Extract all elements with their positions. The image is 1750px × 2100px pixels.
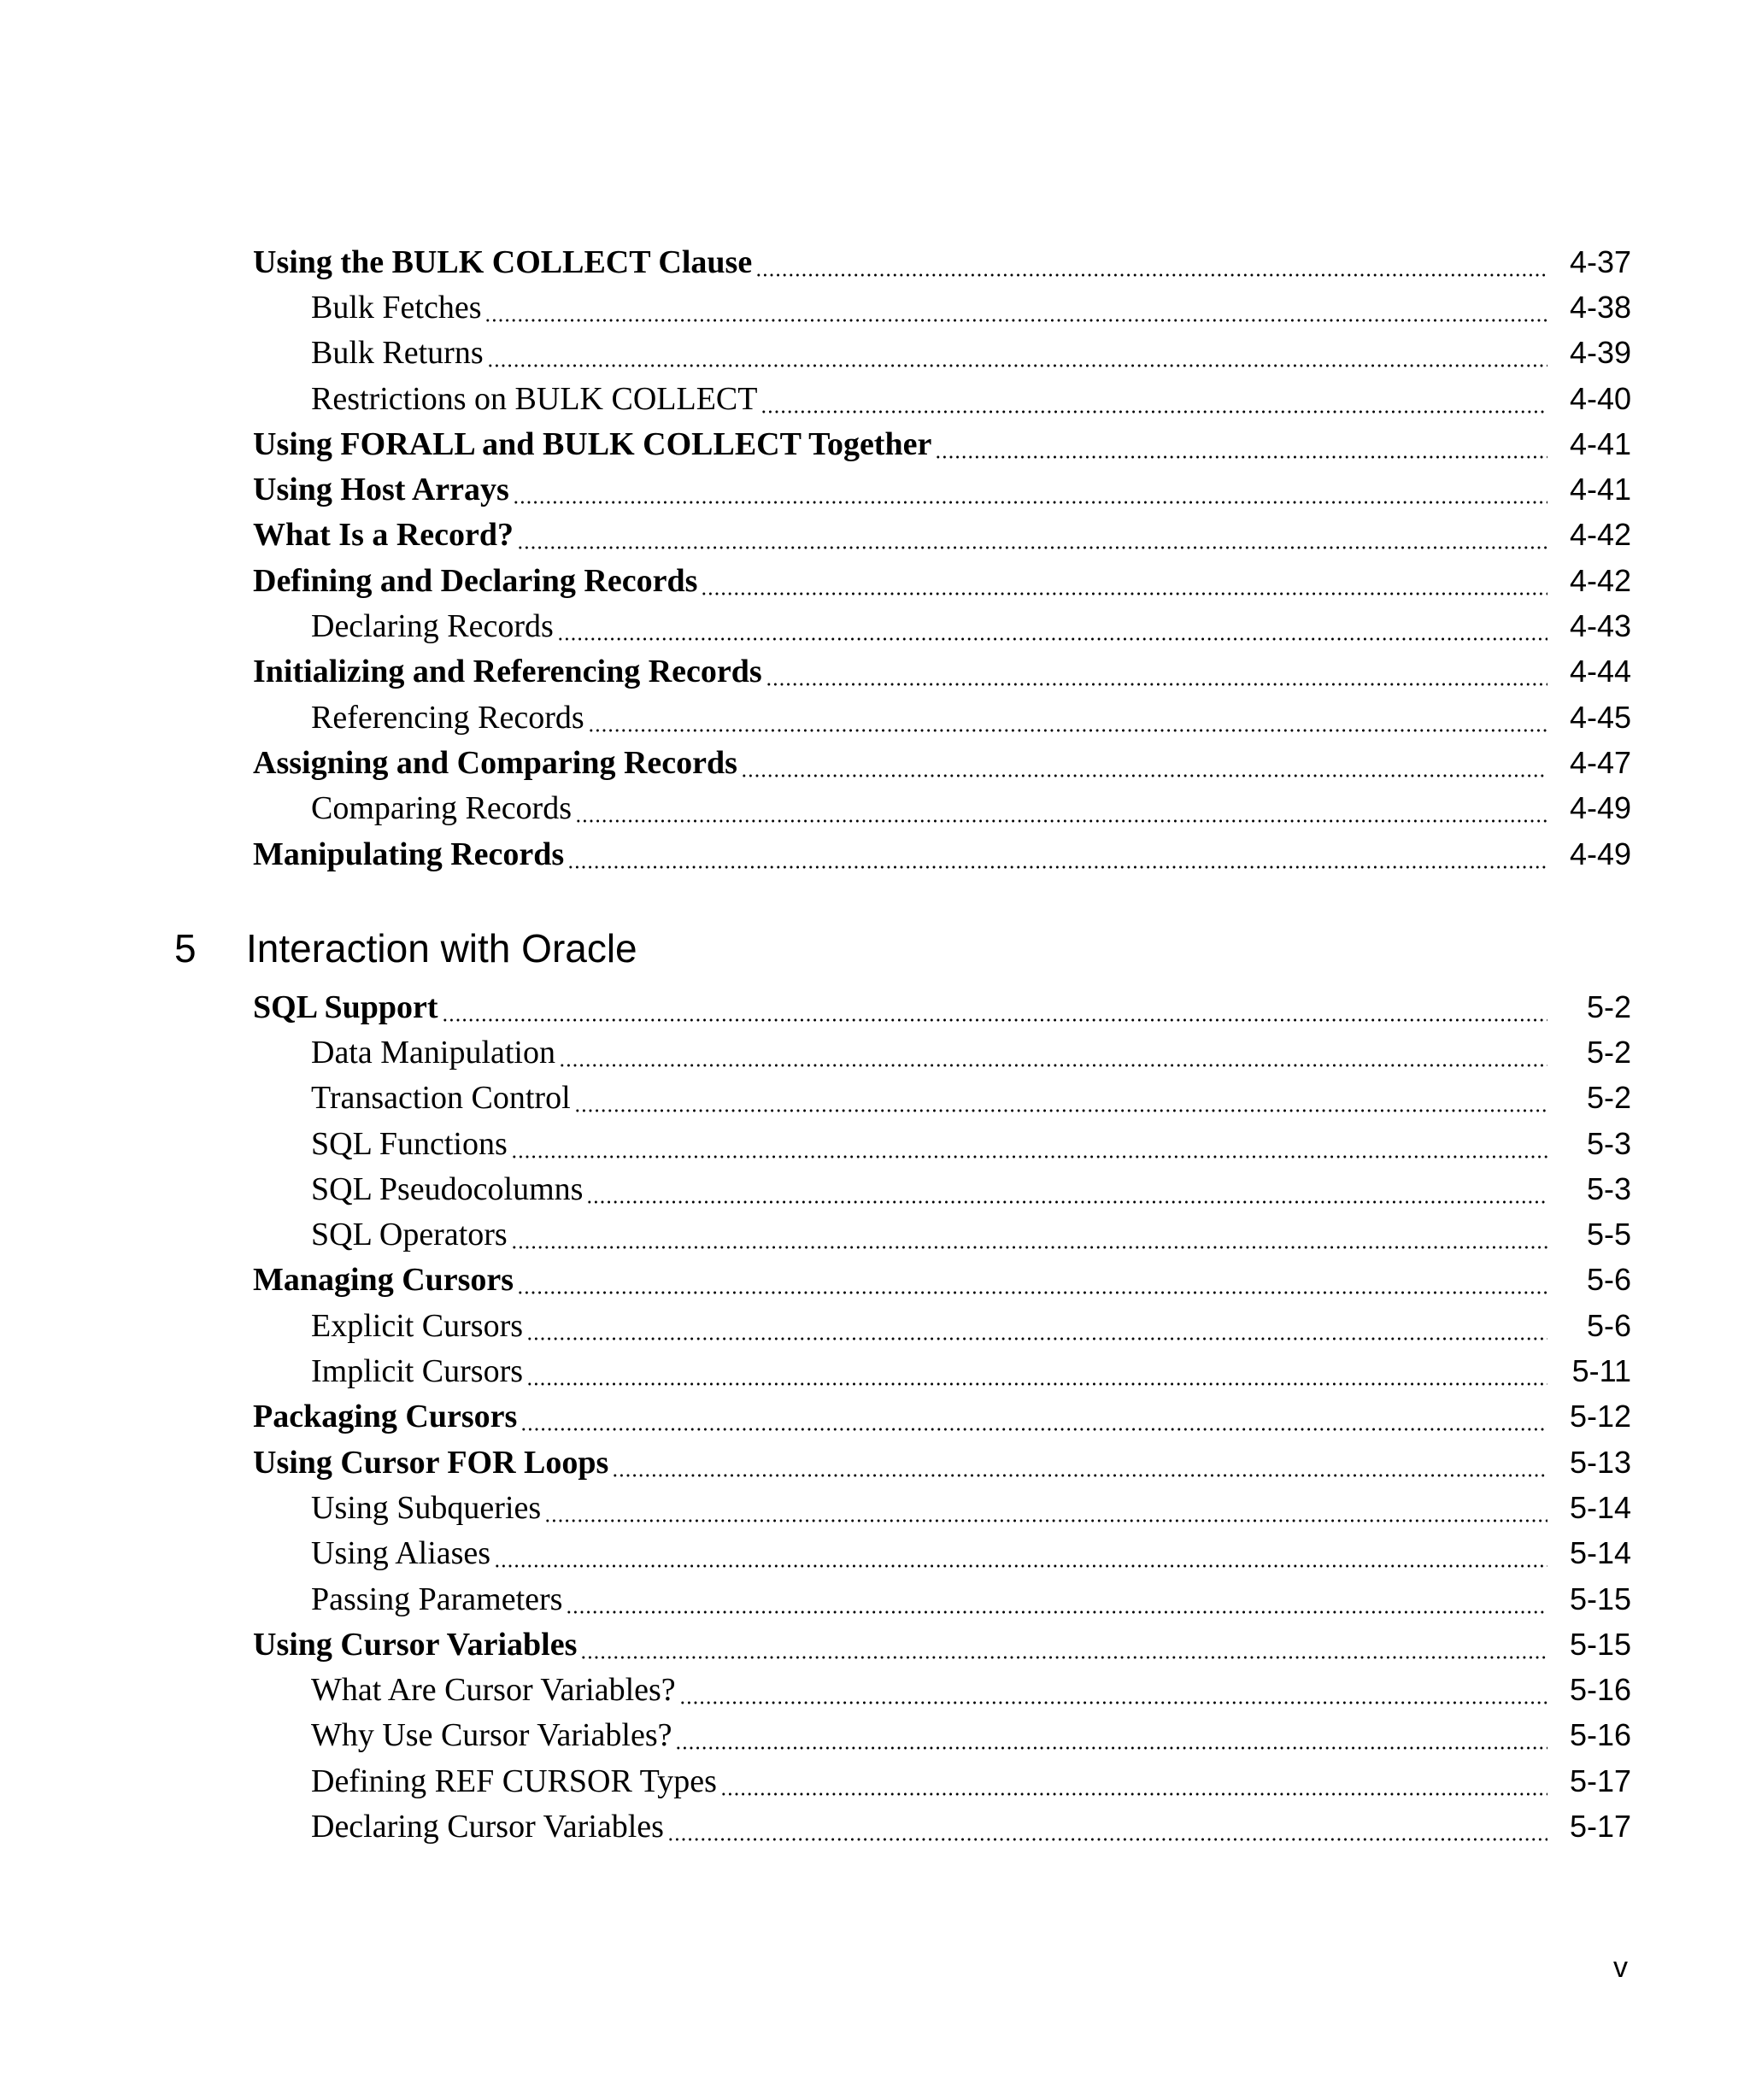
dot-leader bbox=[559, 1036, 1547, 1069]
dot-leader bbox=[760, 383, 1547, 415]
toc-entry[interactable] bbox=[0, 1622, 1750, 1667]
dot-leader bbox=[720, 1765, 1547, 1798]
toc-entry[interactable] bbox=[0, 1076, 1750, 1121]
toc-entry-page: 5-15 bbox=[1569, 1581, 1631, 1616]
toc-entry-title: What Are Cursor Variables? bbox=[311, 1672, 676, 1709]
toc-entry[interactable] bbox=[0, 1394, 1750, 1440]
chapter-heading bbox=[174, 925, 637, 971]
dot-leader bbox=[766, 655, 1547, 688]
toc-entry-title: SQL Pseudocolumns bbox=[311, 1170, 584, 1207]
toc-entry-title: Why Use Cursor Variables? bbox=[311, 1717, 672, 1754]
dot-leader bbox=[935, 428, 1547, 460]
toc-entry-page: 5-11 bbox=[1571, 1353, 1631, 1389]
toc-entry-page: 5-16 bbox=[1569, 1717, 1631, 1753]
toc-entry-title: Declaring Cursor Variables bbox=[311, 1808, 664, 1845]
toc-entry-page: 5-12 bbox=[1569, 1399, 1631, 1434]
toc-entry-title: Declaring Records bbox=[311, 608, 554, 645]
toc-entry-page: 4-45 bbox=[1569, 699, 1631, 735]
toc-entry[interactable] bbox=[0, 786, 1750, 831]
toc-entry[interactable] bbox=[0, 1576, 1750, 1622]
toc-entry[interactable] bbox=[0, 1258, 1750, 1303]
toc-entry-page: 5-3 bbox=[1586, 1125, 1631, 1161]
toc-entry-title: Bulk Returns bbox=[311, 335, 484, 372]
toc-entry-title: Data Manipulation bbox=[311, 1034, 555, 1071]
toc-entry-page: 4-40 bbox=[1569, 380, 1631, 416]
toc-entry-title: Explicit Cursors bbox=[311, 1307, 524, 1344]
toc-entry[interactable] bbox=[0, 1667, 1750, 1712]
toc-entry-title: Assigning and Comparing Records bbox=[253, 744, 737, 781]
toc-entry-title: Using Cursor FOR Loops bbox=[253, 1444, 609, 1481]
toc-entry-page: 5-2 bbox=[1586, 1034, 1631, 1070]
toc-entry[interactable] bbox=[0, 1121, 1750, 1166]
toc-entry-page: 4-41 bbox=[1569, 425, 1631, 461]
toc-entry[interactable] bbox=[0, 239, 1750, 284]
dot-leader bbox=[567, 838, 1547, 871]
toc-entry-page: 5-6 bbox=[1586, 1262, 1631, 1298]
toc-entry-title: Defining REF CURSOR Types bbox=[311, 1763, 717, 1799]
toc-entry-page: 4-49 bbox=[1569, 790, 1631, 826]
toc-chapter-4-continued bbox=[0, 239, 1750, 877]
toc-entry-title: Bulk Fetches bbox=[311, 289, 482, 326]
toc-entry-page: 4-37 bbox=[1569, 243, 1631, 279]
page-number: v bbox=[1613, 1951, 1628, 1984]
toc-entry-title: Managing Cursors bbox=[253, 1262, 514, 1299]
dot-leader bbox=[679, 1674, 1547, 1706]
toc-entry[interactable] bbox=[0, 284, 1750, 330]
toc-entry-title: SQL Operators bbox=[311, 1217, 508, 1253]
toc-entry-page: 4-38 bbox=[1569, 289, 1631, 325]
toc-entry-title: Using Aliases bbox=[311, 1535, 491, 1572]
dot-leader bbox=[513, 473, 1547, 506]
dot-leader bbox=[511, 1218, 1547, 1251]
toc-entry-page: 4-49 bbox=[1569, 836, 1631, 871]
toc-entry-title: What Is a Record? bbox=[253, 517, 514, 554]
toc-entry-page: 5-2 bbox=[1586, 988, 1631, 1024]
toc-entry-title: Using the BULK COLLECT Clause bbox=[253, 243, 753, 280]
toc-entry-page: 4-47 bbox=[1569, 744, 1631, 780]
dot-leader bbox=[494, 1537, 1547, 1569]
toc-entry[interactable] bbox=[0, 331, 1750, 376]
toc-entry-page: 4-42 bbox=[1569, 562, 1631, 598]
toc-entry-page: 5-14 bbox=[1569, 1535, 1631, 1571]
dot-leader bbox=[588, 701, 1547, 734]
toc-entry[interactable] bbox=[0, 421, 1750, 466]
toc-entry-title: Using FORALL and BULK COLLECT Together bbox=[253, 425, 932, 462]
toc-chapter-5 bbox=[0, 984, 1750, 1850]
toc-entry-page: 5-3 bbox=[1586, 1170, 1631, 1206]
toc-entry[interactable] bbox=[0, 376, 1750, 421]
dot-leader bbox=[574, 1082, 1547, 1114]
toc-entry-title: Initializing and Referencing Records bbox=[253, 654, 762, 690]
dot-leader bbox=[442, 991, 1548, 1024]
toc-entry-title: Restrictions on BULK COLLECT bbox=[311, 380, 758, 417]
dot-leader bbox=[484, 291, 1547, 324]
toc-list-chapter-5 bbox=[0, 984, 1750, 1850]
dot-leader bbox=[580, 1628, 1547, 1661]
dot-leader bbox=[526, 1355, 1547, 1387]
toc-entry-title: Using Cursor Variables bbox=[253, 1626, 578, 1663]
toc-entry[interactable] bbox=[0, 1485, 1750, 1530]
toc-entry[interactable] bbox=[0, 466, 1750, 512]
toc-entry[interactable] bbox=[0, 1303, 1750, 1348]
toc-entry-title: SQL Support bbox=[253, 988, 438, 1025]
toc-entry-title: Manipulating Records bbox=[253, 836, 565, 872]
toc-entry[interactable] bbox=[0, 1029, 1750, 1075]
toc-entry[interactable] bbox=[0, 1440, 1750, 1485]
toc-entry-page: 4-39 bbox=[1569, 335, 1631, 371]
toc-entry-title: Using Host Arrays bbox=[253, 472, 509, 508]
toc-entry[interactable] bbox=[0, 513, 1750, 558]
toc-entry-page: 5-17 bbox=[1569, 1808, 1631, 1844]
toc-entry[interactable] bbox=[0, 1804, 1750, 1849]
dot-leader bbox=[566, 1583, 1547, 1616]
toc-entry[interactable] bbox=[0, 1166, 1750, 1211]
chapter-number: 5 bbox=[174, 926, 197, 971]
toc-entry-title: SQL Functions bbox=[311, 1125, 508, 1162]
toc-entry-page: 5-6 bbox=[1586, 1307, 1631, 1343]
toc-entry-title: Referencing Records bbox=[311, 699, 584, 736]
toc-entry[interactable] bbox=[0, 695, 1750, 740]
toc-entry[interactable] bbox=[0, 603, 1750, 648]
toc-entry-title: Transaction Control bbox=[311, 1080, 571, 1117]
toc-entry-title: Defining and Declaring Records bbox=[253, 562, 698, 599]
toc-entry[interactable] bbox=[0, 1531, 1750, 1576]
toc-entry-page: 5-13 bbox=[1569, 1444, 1631, 1480]
toc-entry-page: 4-43 bbox=[1569, 608, 1631, 644]
toc-entry-page: 5-15 bbox=[1569, 1626, 1631, 1662]
toc-list-chapter-4 bbox=[0, 239, 1750, 877]
dot-leader bbox=[701, 565, 1547, 597]
dot-leader bbox=[675, 1719, 1547, 1751]
toc-entry[interactable] bbox=[0, 1348, 1750, 1393]
toc-entry[interactable] bbox=[0, 558, 1750, 603]
toc-entry-page: 5-17 bbox=[1569, 1763, 1631, 1798]
dot-leader bbox=[755, 246, 1547, 279]
toc-entry[interactable] bbox=[0, 831, 1750, 877]
toc-entry-title: Using Subqueries bbox=[311, 1489, 542, 1526]
toc-entry[interactable] bbox=[0, 1758, 1750, 1804]
dot-leader bbox=[575, 792, 1547, 824]
toc-entry[interactable] bbox=[0, 1713, 1750, 1758]
toc-entry[interactable] bbox=[0, 740, 1750, 785]
toc-entry-page: 5-14 bbox=[1569, 1489, 1631, 1525]
toc-entry[interactable] bbox=[0, 649, 1750, 695]
chapter-title: Interaction with Oracle bbox=[246, 926, 637, 971]
dot-leader bbox=[511, 1128, 1547, 1160]
toc-entry-page: 4-42 bbox=[1569, 517, 1631, 553]
toc-entry-title: Implicit Cursors bbox=[311, 1353, 524, 1390]
dot-leader bbox=[517, 1264, 1547, 1296]
toc-entry-title: Comparing Records bbox=[311, 790, 573, 827]
dot-leader bbox=[557, 610, 1547, 642]
dot-leader bbox=[612, 1446, 1547, 1479]
toc-entry-page: 5-16 bbox=[1569, 1672, 1631, 1708]
dot-leader bbox=[741, 747, 1547, 779]
dot-leader bbox=[517, 519, 1547, 551]
toc-entry-page: 4-41 bbox=[1569, 472, 1631, 507]
toc-entry-title: Packaging Cursors bbox=[253, 1399, 518, 1435]
dot-leader bbox=[526, 1310, 1547, 1342]
toc-entry-title: Passing Parameters bbox=[311, 1581, 563, 1617]
toc-entry[interactable] bbox=[0, 1211, 1750, 1257]
dot-leader bbox=[520, 1400, 1547, 1433]
toc-entry-page: 5-2 bbox=[1586, 1080, 1631, 1116]
toc-entry-page: 5-5 bbox=[1586, 1217, 1631, 1252]
dot-leader bbox=[667, 1810, 1547, 1843]
dot-leader bbox=[586, 1173, 1547, 1205]
dot-leader bbox=[487, 337, 1547, 369]
toc-entry-page: 4-44 bbox=[1569, 654, 1631, 689]
dot-leader bbox=[544, 1492, 1547, 1524]
toc-entry[interactable] bbox=[0, 984, 1750, 1029]
